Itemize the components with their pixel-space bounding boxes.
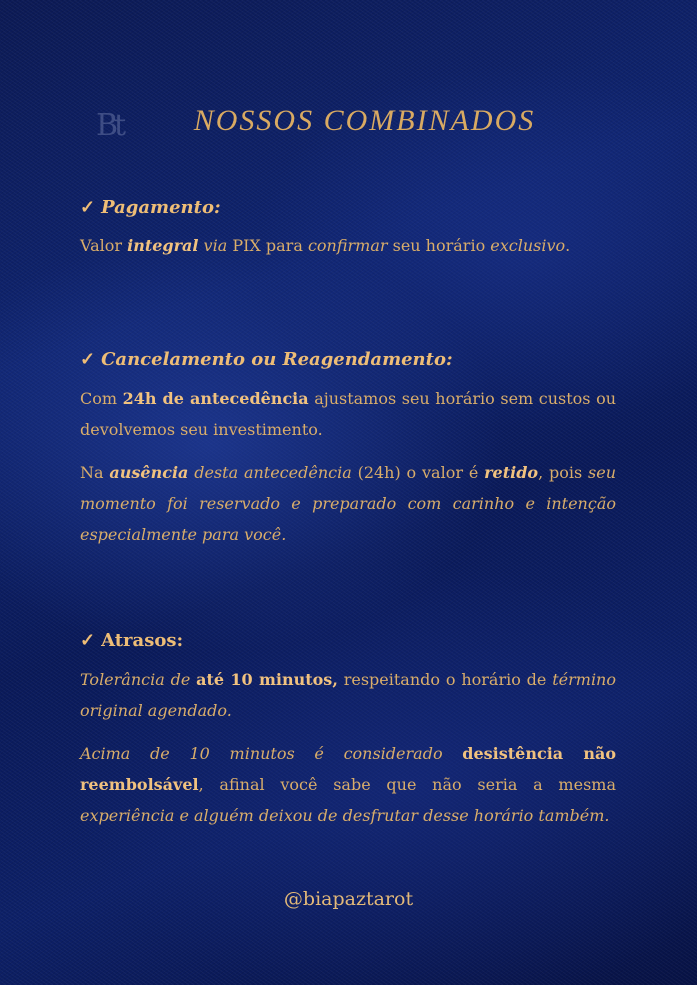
paragraph-pagamento xyxy=(80,230,616,261)
heading-text: Atrasos: xyxy=(101,630,184,651)
heading-text: Pagamento: xyxy=(101,197,221,218)
text-italic: confirmar xyxy=(307,236,388,255)
text-italic: Tolerância de xyxy=(80,670,197,689)
paragraph-atrasos-2 xyxy=(80,738,616,831)
check-icon: ✓ xyxy=(80,197,96,218)
text-emphasis: integral xyxy=(127,236,199,255)
paragraph-cancelamento-1 xyxy=(80,383,616,445)
section-heading-atrasos xyxy=(80,630,616,651)
text-italic: término original agendado. xyxy=(80,670,616,720)
text-run: . xyxy=(565,236,571,255)
text-emphasis: 24h de antecedência xyxy=(122,389,309,408)
text-run: (24h) o valor é xyxy=(351,463,485,482)
text-emphasis: até 10 minutos, xyxy=(196,670,338,689)
text-italic: exclusivo xyxy=(490,236,566,255)
text-run: Valor xyxy=(80,236,128,255)
page-title xyxy=(0,104,697,138)
section-heading-pagamento xyxy=(80,197,616,218)
text-run: ajustamos seu horário sem custos ou devolvemos seu investimento. xyxy=(80,389,617,439)
text-run: PIX para xyxy=(227,236,308,255)
text-run: , afinal você sabe que não seria a mesma xyxy=(198,775,616,794)
paragraph-atrasos-1 xyxy=(80,664,616,726)
text-run: Com xyxy=(80,389,123,408)
text-emphasis: retido xyxy=(484,463,539,482)
text-italic: Acima de 10 minutos é considerado xyxy=(80,744,463,763)
page-title-text: NOSSOS COMBINADOS xyxy=(193,104,536,137)
text-run: seu horário xyxy=(387,236,491,255)
text-run: respeitando o horário de xyxy=(337,670,553,689)
section-heading-cancelamento xyxy=(80,349,616,370)
brand-logo: Bt xyxy=(96,108,123,143)
text-run: Na xyxy=(80,463,110,482)
text-run: , pois xyxy=(538,463,589,482)
instagram-handle[interactable]: @biapaztarot xyxy=(283,888,414,910)
text-emphasis: desistência não reembolsável xyxy=(80,744,616,794)
paragraph-cancelamento-2 xyxy=(80,457,616,550)
section-pagamento xyxy=(80,197,616,261)
section-atrasos xyxy=(80,630,616,831)
check-icon: ✓ xyxy=(80,349,96,370)
text-italic: experiência e alguém deixou de desfrutar desse horário também. xyxy=(80,806,610,825)
text-emphasis: ausência xyxy=(109,463,189,482)
check-icon: ✓ xyxy=(80,630,96,651)
heading-text: Cancelamento ou Reagendamento: xyxy=(101,349,453,370)
section-cancelamento xyxy=(80,349,616,550)
text-italic: seu momento foi reservado e preparado com carinho e intenção especialmente para você. xyxy=(80,463,616,544)
text-italic: via xyxy=(198,236,228,255)
text-italic: desta antecedência xyxy=(188,463,352,482)
